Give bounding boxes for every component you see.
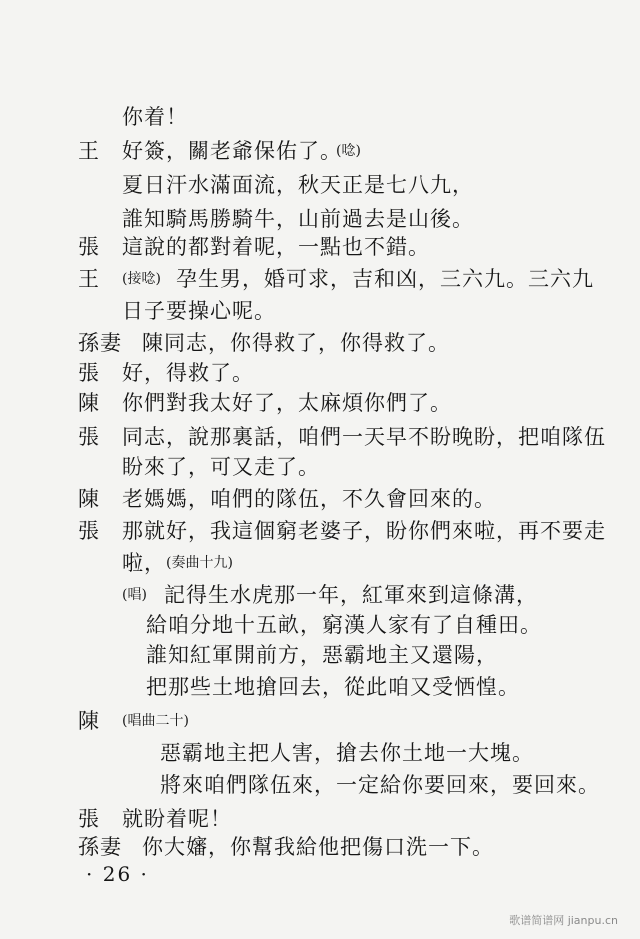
line-text: 好，得救了。	[122, 361, 254, 385]
script-line	[0, 420, 640, 454]
script-line	[0, 482, 640, 516]
line-text: 老媽媽，咱們的隊伍，不久會回來的。	[122, 487, 496, 511]
speaker-name: 王	[78, 139, 100, 163]
line-text: 誰知騎馬勝騎牛，山前過去是山後。	[122, 207, 474, 231]
script-line	[0, 386, 640, 420]
script-line	[0, 294, 640, 328]
speaker-name: 陳	[78, 391, 100, 415]
script-line	[0, 134, 640, 168]
script-line	[0, 514, 640, 548]
script-line	[0, 546, 640, 580]
speaker-name: 陳	[78, 487, 100, 511]
speaker-name: 張	[78, 361, 100, 385]
line-text: 好簽，關老爺保佑了。	[122, 139, 342, 163]
line-text: 陳同志，你得救了，你得救了。	[142, 331, 450, 355]
stage-direction: (唱)	[122, 587, 147, 603]
line-text: 同志，說那裏話，咱們一天早不盼晚盼，把咱隊伍	[122, 425, 606, 449]
speaker-name: 王	[78, 267, 100, 291]
line-text: 你們對我太好了，太麻煩你們了。	[122, 391, 452, 415]
line-text: 啦，	[122, 551, 166, 575]
script-line	[0, 262, 640, 296]
speaker-name: 孫妻	[78, 835, 122, 859]
script-line	[0, 100, 640, 134]
speaker-name: 張	[78, 807, 100, 831]
line-text: 惡霸地主把人害，搶去你土地一大塊。	[160, 741, 534, 765]
script-line	[0, 768, 640, 802]
line-text: 將來咱們隊伍來，一定給你要回來，要回來。	[160, 773, 600, 797]
stage-direction: (唸)	[336, 143, 361, 159]
script-line	[0, 578, 640, 612]
line-text: 把那些土地搶回去，從此咱又受恓惶。	[146, 675, 520, 699]
script-line	[0, 670, 640, 704]
stage-direction: (唱曲二十)	[122, 713, 189, 729]
script-line	[0, 704, 640, 738]
line-text: 給咱分地十五畝，窮漢人家有了自種田。	[146, 613, 542, 637]
line-text: 誰知紅軍開前方，惡霸地主又還陽，	[146, 643, 498, 667]
line-text: 那就好，我這個窮老婆子，盼你們來啦，再不要走	[122, 519, 606, 543]
speaker-name: 陳	[78, 709, 100, 733]
line-text: 孕生男，婚可求，吉和凶，三六九。三六九	[176, 267, 594, 291]
stage-direction: (接唸)	[122, 271, 161, 287]
page-number: · 26 ·	[86, 862, 149, 886]
line-text: 夏日汗水滿面流，秋天正是七八九，	[122, 173, 474, 197]
speaker-name: 孫妻	[78, 331, 122, 355]
line-text: 日子要操心呢。	[122, 299, 276, 323]
script-line	[0, 608, 640, 642]
watermark: 歌谱简谱网 jianpu.cn	[509, 914, 618, 927]
line-text: 你大嬸，你幫我給他把傷口洗一下。	[142, 835, 494, 859]
speaker-name: 張	[78, 235, 100, 259]
speaker-name: 張	[78, 519, 100, 543]
script-line	[0, 450, 640, 484]
line-text: 你着！	[122, 105, 188, 129]
line-text: 就盼着呢！	[122, 807, 232, 831]
line-text: 這說的都對着呢，一點也不錯。	[122, 235, 430, 259]
script-line	[0, 638, 640, 672]
speaker-name: 張	[78, 425, 100, 449]
script-line	[0, 230, 640, 264]
script-line	[0, 168, 640, 202]
script-line	[0, 356, 640, 390]
line-text: 記得生水虎那一年，紅軍來到這條溝，	[164, 583, 538, 607]
script-line	[0, 736, 640, 770]
stage-direction: (奏曲十九)	[166, 555, 233, 571]
line-text: 盼來了，可又走了。	[122, 455, 320, 479]
script-line	[0, 326, 640, 360]
script-line	[0, 830, 640, 864]
